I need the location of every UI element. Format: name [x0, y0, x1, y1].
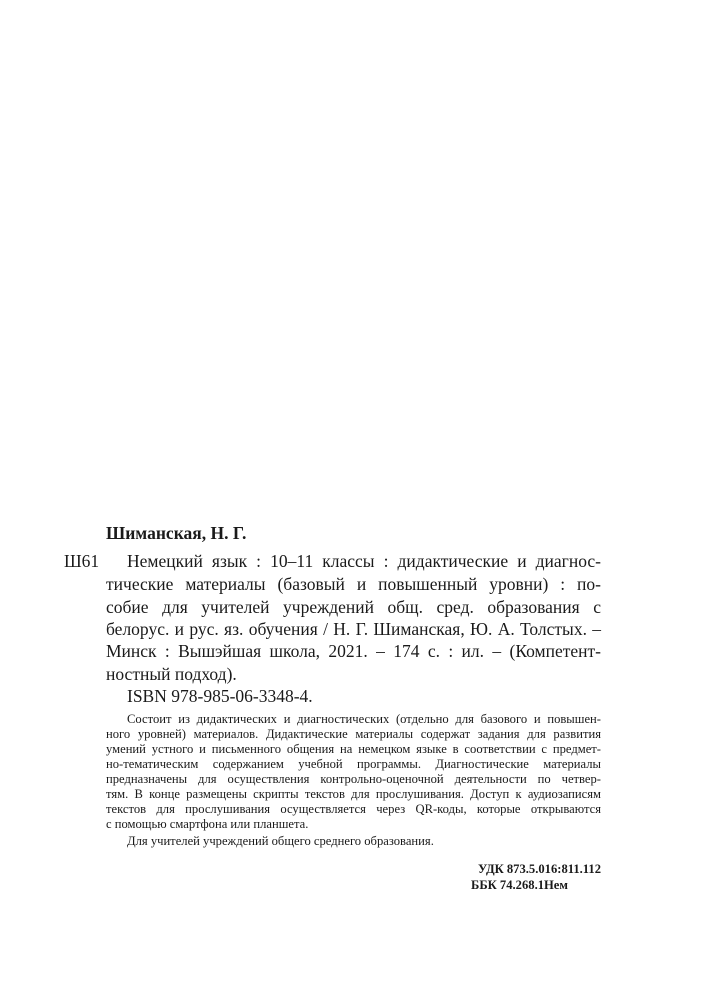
bbk-index: ББК 74.268.1Нем	[471, 878, 568, 892]
record-line: тические материалы (базовый и повышенный уровни) : по-	[106, 574, 601, 594]
udk-index: УДК 873.5.016:811.112	[477, 862, 601, 876]
annotation-line: умений устного и письменного общения на немецком языке в соответствии с предмет-	[106, 742, 601, 756]
annotation-line: текстов для прослушивания осуществляется через QR-коды, которые открываются	[106, 802, 601, 816]
annotation-line: с помощью смартфона или планшета.	[106, 817, 309, 831]
record-line: ностный подход).	[106, 664, 237, 684]
annotation-line: ного уровней) материалов. Дидактические материалы содержат задания для развития	[106, 727, 601, 741]
author-code: Ш61	[64, 551, 100, 571]
annotation-line: предназначены для осуществления контрольно-оценочной деятельности по четвер-	[106, 772, 601, 786]
isbn-line: ISBN 978-985-06-3348-4.	[127, 686, 313, 706]
record-line: Минск : Вышэйшая школа, 2021. – 174 с. : ил. – (Компетент-	[106, 641, 601, 661]
record-line: собие для учителей учреждений общ. сред. образования с	[106, 597, 601, 617]
annotation-line: тям. В конце размещены скрипты текстов для прослушивания. Доступ к аудиозаписям	[106, 787, 601, 801]
author-heading: Шиманская, Н. Г.	[106, 523, 247, 543]
annotation-line: Состоит из дидактических и диагностических (отдельно для базового и повышен-	[127, 712, 601, 726]
annotation-audience-line: Для учителей учреждений общего среднего образования.	[127, 834, 434, 848]
record-line: белорус. и рус. яз. обучения / Н. Г. Шиманская, Ю. А. Толстых. –	[106, 619, 601, 639]
annotation-line: но-тематическим содержанием учебной программы. Диагностические материалы	[106, 757, 601, 771]
record-line: Немецкий язык : 10–11 классы : дидактические и диагнос-	[127, 551, 601, 571]
